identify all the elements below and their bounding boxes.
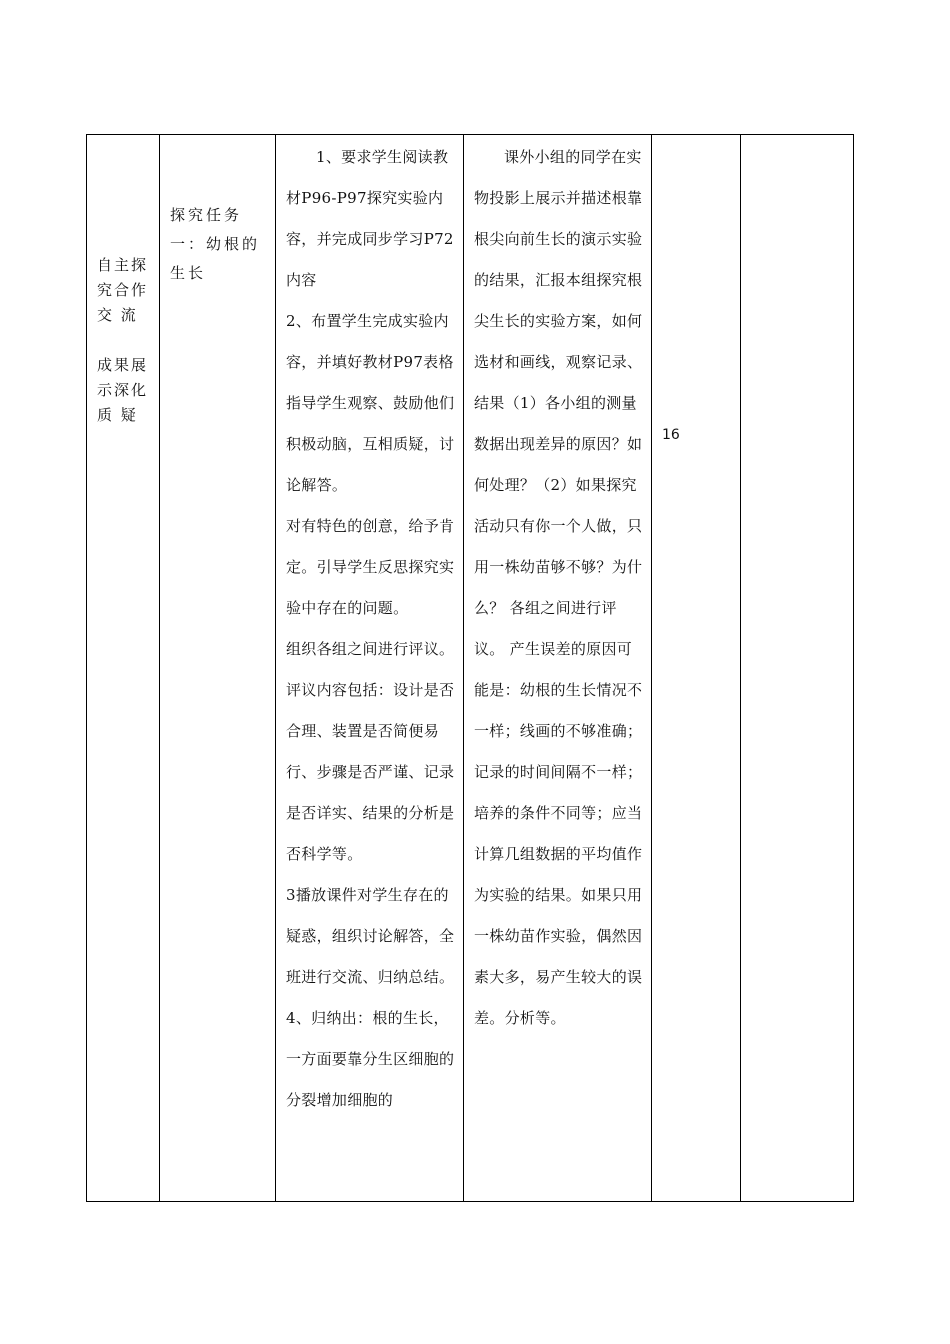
teacher-step: 3播放课件对学生存在的疑惑，组织讨论解答，全班进行交流、归纳总结。: [286, 886, 455, 986]
student-activity-cell: [464, 135, 652, 1202]
teacher-step: 4、归纳出：根的生长，一方面要靠分生区细胞的分裂增加细胞的: [286, 1009, 455, 1109]
student-text: 课外小组的同学在实物投影上展示并描述根靠根尖向前生长的演示实验的结果，汇报本组探究根尖生长的实验方案，如何选材和画线，观察记录、结果（1）各小组的测量数据出现差异的原因？如何处理？（2）如果探究活动只有你一个人做，只用一株幼苗够不够？为什么？ 各组之间进行评议。 产生误差的原因可能是：幼根的生长情况不一样；线画的不够准确；记录的时间间隔不一样；培养的条件不同等；应当计算几组数据的平均值作为实验的结果。如果只用一株幼苗作实验，偶然因素大多，易产生较大的误差。分析等。: [474, 148, 643, 1027]
section-label-line: 自主探: [97, 256, 149, 274]
section-label-line: 质 疑: [97, 406, 138, 424]
task-title: 探究任务一：幼根的生长: [170, 206, 261, 282]
section-label-line: 示深化: [97, 381, 149, 399]
task-cell: [160, 135, 276, 1202]
table-row: [87, 135, 854, 1202]
teacher-step: 对有特色的创意，给予肯定。引导学生反思探究实验中存在的问题。: [286, 517, 455, 617]
time-minutes: 16: [662, 427, 680, 443]
section-label-line: 究合作: [97, 281, 149, 299]
lesson-plan-table: [86, 134, 854, 1202]
student-activity: [464, 135, 651, 1039]
teacher-step: 2、布置学生完成实验内容，并填好教材P97表格: [286, 312, 454, 371]
notes-cell: [741, 135, 854, 1202]
teacher-step: 指导学生观察、鼓励他们积极动脑，互相质疑，讨论解答。: [286, 394, 455, 494]
teacher-step: 1、要求学生阅读教材P96-P97探究实验内容，并完成同步学习P72内容: [286, 148, 454, 289]
section-label-cell: [87, 135, 160, 1202]
section-label-gap: [97, 328, 149, 353]
time-cell: [652, 135, 741, 1202]
section-label-line: 交 流: [97, 306, 138, 324]
section-label-line: 成果展: [97, 356, 149, 374]
teacher-activity-cell: [276, 135, 464, 1202]
section-label: [87, 135, 159, 428]
teacher-step: 组织各组之间进行评议。评议内容包括：设计是否合理、装置是否简便易行、步骤是否严谨、记录是否详实、结果的分析是否科学等。: [286, 640, 455, 863]
teacher-activity: [276, 135, 463, 1121]
